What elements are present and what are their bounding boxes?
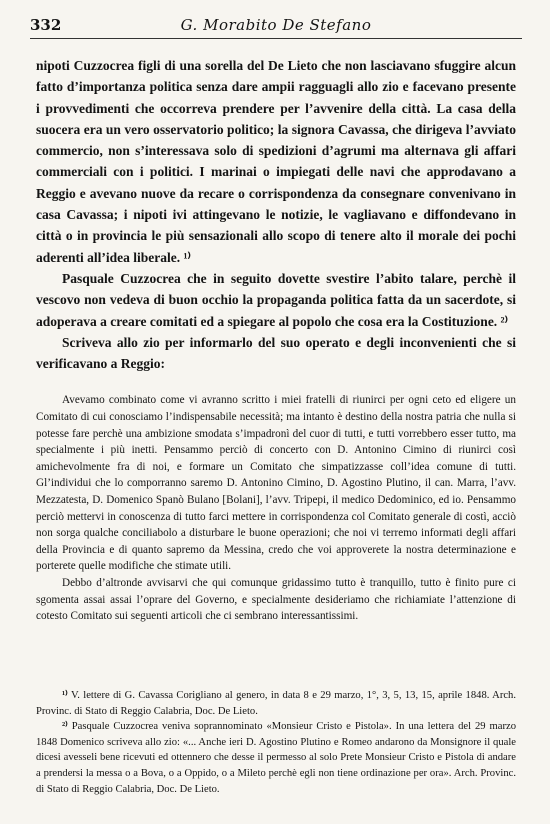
quote-paragraph: Avevamo combinato come vi avranno scritto i miei fratelli di riunirci per ogni ceto ed eligere un Comitato di cui conosciamo l’indispensabile necessità; ma intanto è destino della nostra patria che nulla si potesse fare perchè una ambizione smodata s’impadronì del cuor di tutti, e tutti vorrebbero esser tutto, ma specialmente i più inetti. Pensammo perciò di concerto con D. Antonino Cimino di riunirci così amichevolmente fra di noi, e formare un Comitato che simpatizzasse coll’idea comune di tutti. Gl’individui che lo comporranno saremo D. Antonino Cimino, D. Agostino Plutino, il can. Marra, l’avv. Mezzatesta, D. Domenico Spanò Bulano [Bolani], l’avv. Tripepi, il medico Dedominico, ed io. Pensammo perciò mettervi in conoscenza di tutto farci mettere in corrispondenza col Comitato generale di costì, acciò non sorga qualche conciliabolo a disturbare le buone operazioni; che noi vi terremo informati degli affari della Provincia e di quanto sapremo da Messina, credo che voi approverete la nostra determinazione e porterete quelle modifiche che stimate utili. — [36, 394, 516, 573]
page-header — [30, 12, 522, 34]
footnotes — [36, 688, 516, 797]
footnote-text: V. lettere di G. Cavassa Corigliano al genero, in data 8 e 29 marzo, 1°, 3, 5, 13, 15, aprile 1848. Arch. Provinc. di Stato di Reggio Calabria, Doc. De Lieto. — [36, 690, 516, 717]
running-head: G. Morabito De Stefano — [180, 16, 372, 34]
page-body — [36, 55, 516, 625]
footnote-marker: ²⁾ — [62, 721, 68, 733]
paragraph: Pasquale Cuzzocrea che in seguito dovette svestire l’abito talare, perchè il vescovo non vedeva di buon occhio la propaganda politica fatta da un sacerdote, si adoperava a creare comitati ed a spiegare al popolo che cosa era la Costituzione. ²⁾ — [36, 270, 516, 329]
footnote-marker: ¹⁾ — [62, 690, 68, 701]
page-number: 332 — [30, 16, 62, 34]
main-text — [36, 55, 516, 374]
paragraph: Scriveva allo zio per informarlo del suo operato e degli inconvenienti che si verificavano a Reggio: — [36, 334, 516, 372]
header-rule — [30, 38, 522, 39]
footnote — [36, 688, 516, 719]
block-quote — [36, 392, 516, 624]
quote-paragraph: Debbo d’altronde avvisarvi che qui comunque gridassimo tutto è tranquillo, tutto è finito pure ci sgomenta assai assai l’oprare del Governo, e specialmente desideriamo che richiamiate l’attenzione di cotesto Comitato sui seguenti articoli che ci sembrano interessantissimi. — [36, 576, 516, 623]
footnote — [36, 719, 516, 797]
paragraph: nipoti Cuzzocrea figli di una sorella del De Lieto che non lasciavano sfuggire alcun fatto d’importanza politica senza dare ampii ragguagli allo zio e facevano presente i provvedimenti che occorreva prendere per l’avvenire della città. La casa della suocera era un vero osservatorio politico; la signora Cavassa, che dirigeva l’avviato commercio, non s’interessava solo di spedizioni d’agrumi ma alternava gli affari commerciali con i politici. I marinai o impiegati delle navi che approdavano a Reggio e avevano nuove da recare o corrispondenza da consegnare convenivano in casa Cavassa; i nipoti ivi attingevano le notizie, le vagliavano e diffondevano in città o in provincia le più sensazionali allo scopo di tenere alto il morale dei pochi aderenti all’idea liberale. ¹⁾ — [36, 58, 516, 265]
footnote-text: Pasquale Cuzzocrea veniva soprannominato «Monsieur Cristo e Pistola». In una lettera del 29 marzo 1848 Domenico scriveva allo zio: «... Anche ieri D. Agostino Plutino e Romeo andarono da Monsignore il quale dicesi avesseli bene ricevuti ed ottennero che desse il permesso al solo Prete Monsieur Cristo e Pistola di andare a prendersi la messa o a Bova, o a Oppido, o a Mileto perchè egli non tiene ordinazione per ora». Arch. Provinc. di Stato di Reggio Calabria, Doc. De Lieto. — [36, 721, 516, 795]
